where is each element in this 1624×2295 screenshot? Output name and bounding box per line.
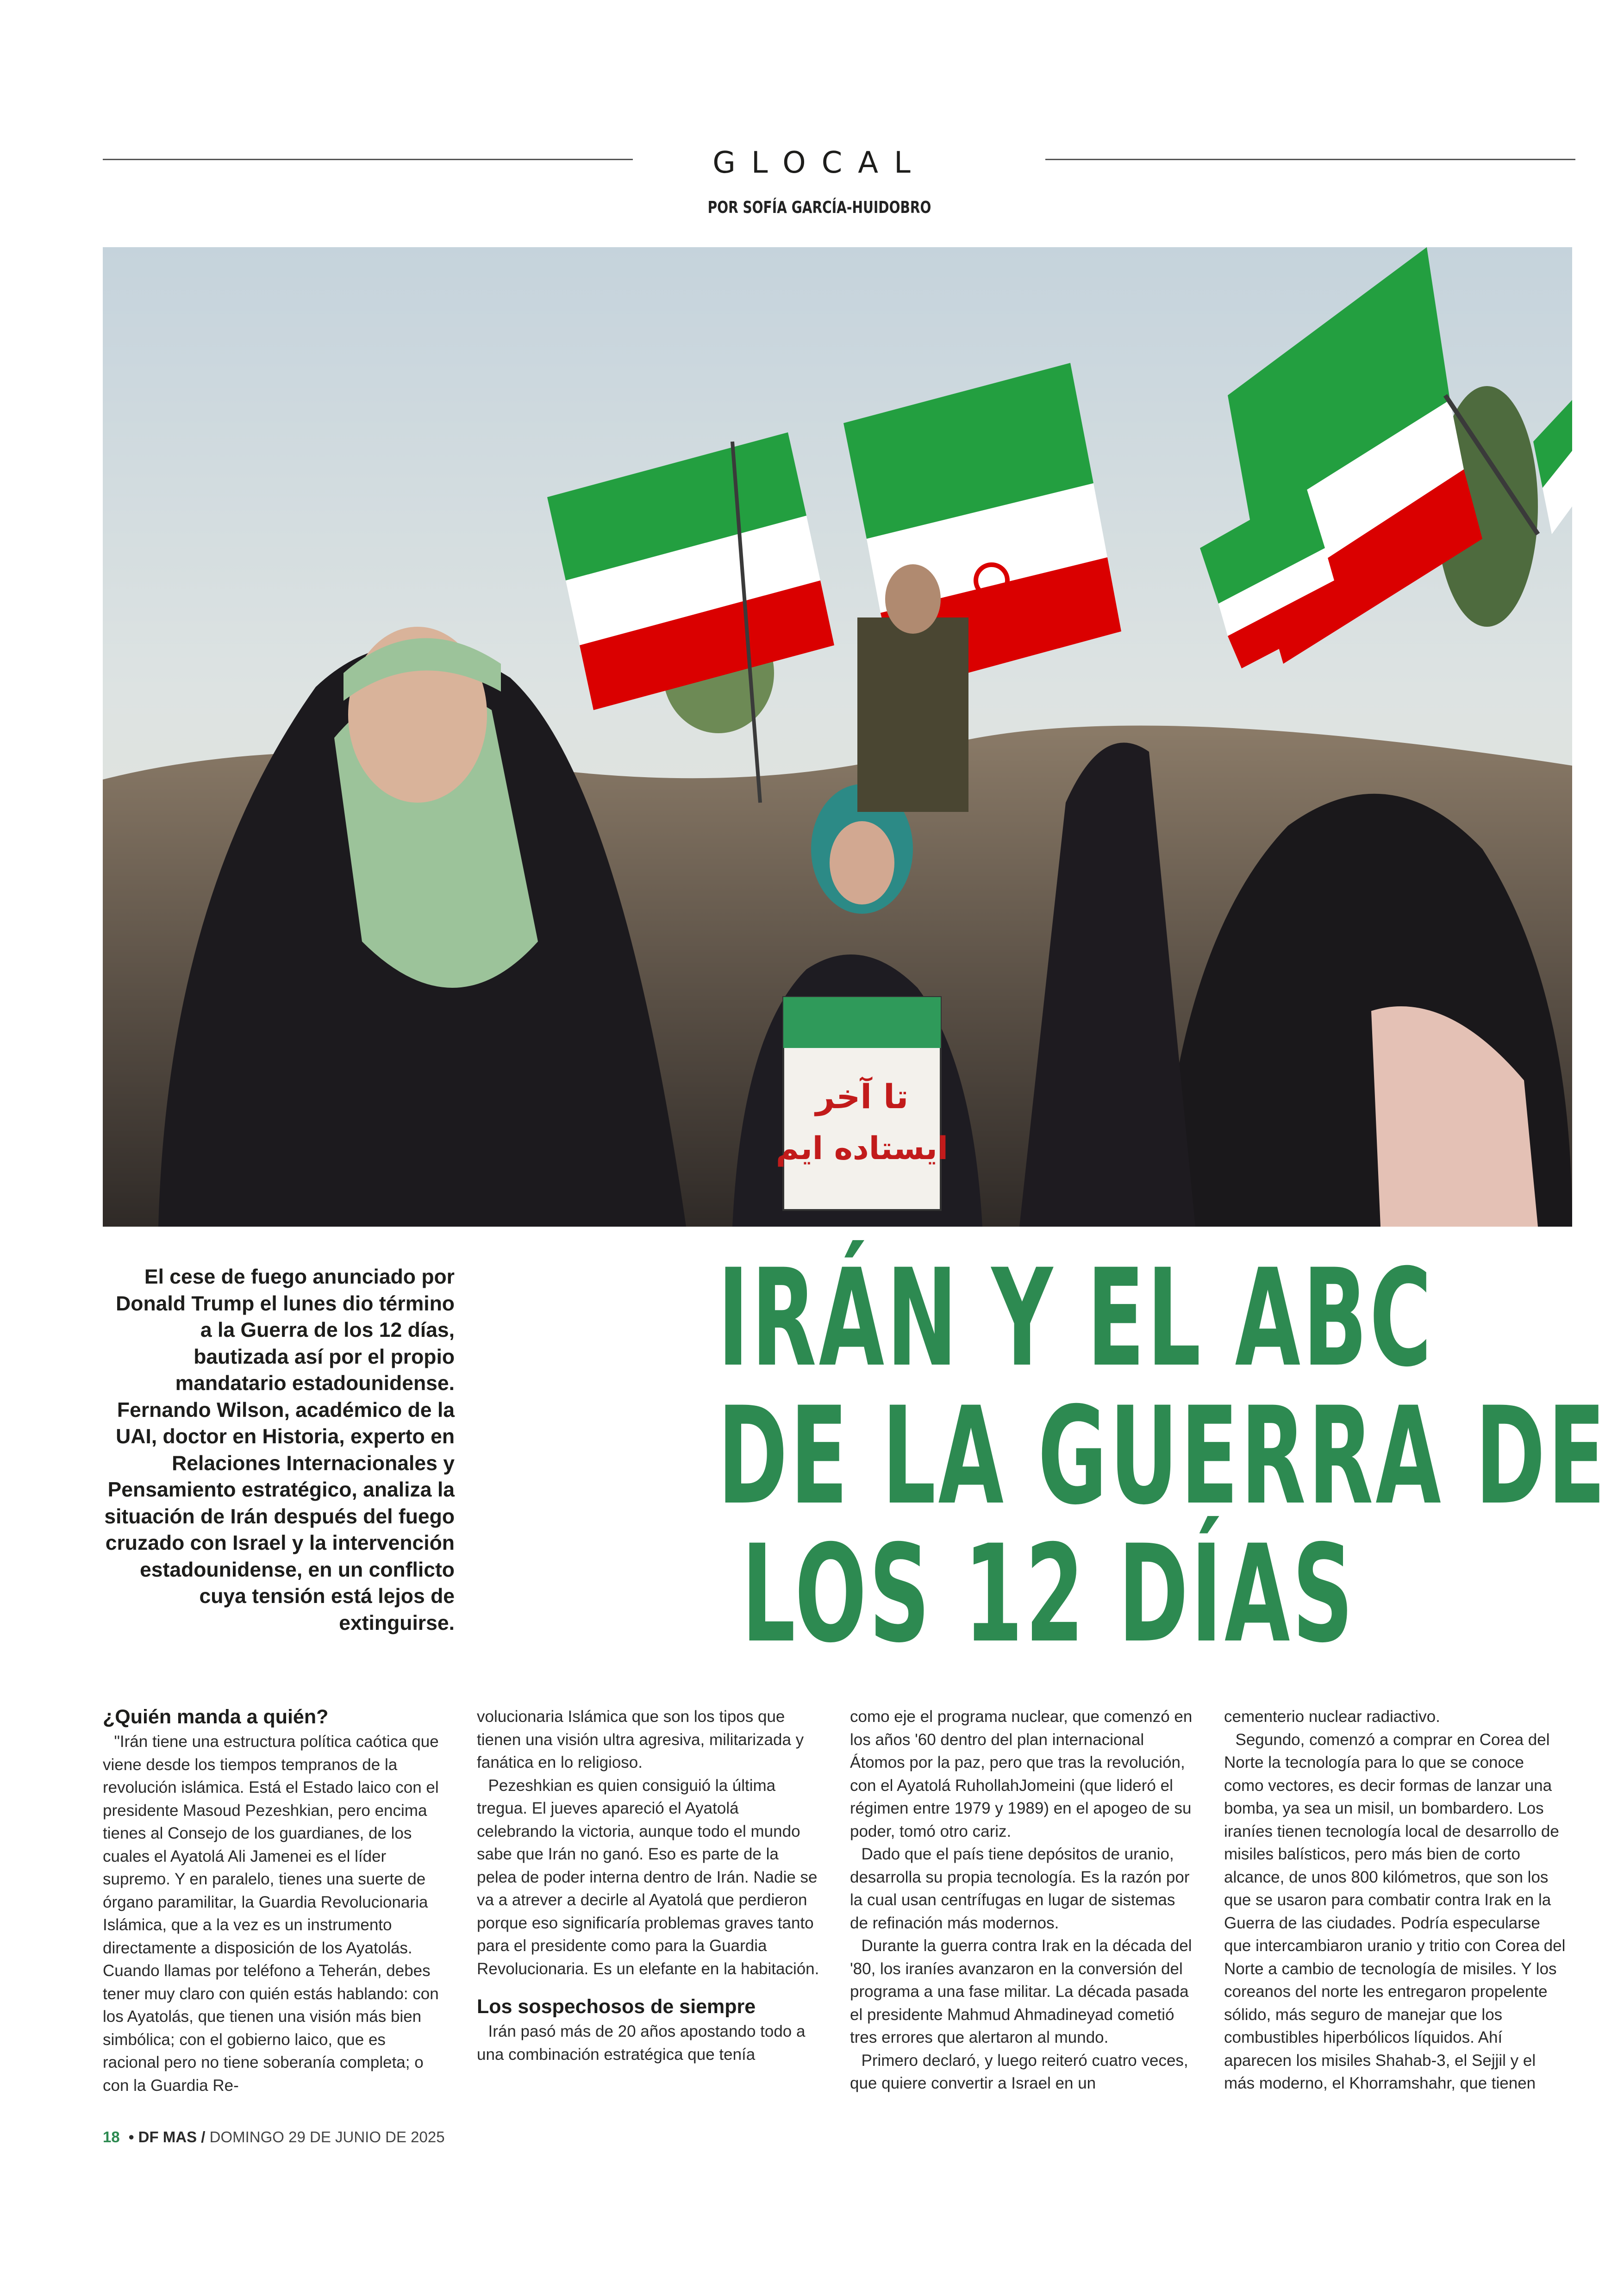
paragraph: Dado que el país tiene depósitos de uranio, desarrolla su propia tecnología. Es la razón por la cual usan centrífugas en lugar de sistemas de refinación más modernos. [850, 1845, 1190, 1932]
paragraph: Irán pasó más de 20 años apostando todo a una combinación estratégica que tenía [477, 2022, 806, 2064]
paragraph: Segundo, comenzó a comprar en Corea del Norte la tecnología para lo que se conoce como vectores, es decir formas de lanzar una bomba, ya sea un misil, un bombardero. Los iraníes tienen tecnología local de desarrollo de misiles balísticos, pero más bien de corto alcance, de unos 800 kilómetros, que son los que se usaron para combatir contra Irak en la Guerra de las ciudades. Podría especularse que intercambiaron uranio y tritio con Corea del Norte a cambio de tecnología de misiles. Y los coreanos del norte les entregaron propelente sólido, más seguro de manejar que los combustibles hiperbólicos líquidos. Ahí aparecen los misiles Shahab-3, el Sejjil y el más moderno, el Khorramshahr, que tienen [1224, 1730, 1566, 2092]
byline: POR SOFÍA GARCÍA-HUIDOBRO [707, 198, 931, 217]
publication-name: • DF MAS / [128, 2128, 206, 2145]
subhead: Los sospechosos de siempre [477, 1996, 756, 2018]
standfirst: El cese de fuego anunciado por Donald Trump el lunes dio término a la Guerra de los 12 días, bautizada así por el propio mandatario estadounidense. Fernando Wilson, académico de la UAI, doctor en Historia, experto en Relaciones Internacionales y Pensamiento estratégico, analiza la situación de Irán después del fuego cruzado con Israel y la intervención estadounidense, en un conflicto cuya tensión está lejos de extinguirse. [104, 1266, 455, 1634]
body-column-1 [103, 1703, 445, 2097]
body-column-4 [1224, 1703, 1567, 2095]
paragraph: volucionaria Islámica que son los tipos que tienen una visión ultra agresiva, militarizada y fanática en lo religioso. [477, 1708, 804, 1771]
headline-line-1: IRÁN Y EL ABC [717, 1241, 1434, 1397]
publication-date: DOMINGO 29 DE JUNIO DE 2025 [209, 2128, 445, 2145]
paragraph: como eje el programa nuclear, que comenzó en los años '60 dentro del plan internacional Átomos por la paz, pero que tras la revolución, con el Ayatolá RuhollahJomeini (que lideró el régimen entre 1979 y 1989) en el apogeo de su poder, tomó otro cariz. [850, 1708, 1193, 1840]
headline-line-3: LOS 12 DÍAS [741, 1516, 1356, 1672]
page-number: 18 [103, 2128, 120, 2145]
headline [717, 1241, 1608, 1672]
paragraph: cementerio nuclear radiactivo. [1224, 1708, 1440, 1726]
paragraph: Primero declaró, y luego reiteró cuatro veces, que quiere convertir a Israel en un [850, 2051, 1188, 2092]
section-title: GLOCAL [712, 146, 926, 180]
lead-photo [103, 247, 1572, 1227]
header-rule-left [103, 159, 633, 160]
sign-text-1: تا آخر [815, 1077, 909, 1116]
headline-line-2: DE LA GUERRA DE [717, 1378, 1608, 1534]
body-column-3 [850, 1703, 1193, 2095]
page-footer [103, 2128, 445, 2146]
paragraph: Pezeshkian es quien consiguió la última tregua. El jueves apareció el Ayatolá celebrando la victoria, aunque todo el mundo sabe que Irán no ganó. Eso es parte de la pelea de poder interna dentro de Irán. Nadie se va a atrever a decirle al Ayatolá que perdieron porque eso significaría problemas graves tanto para el presidente como para la Guardia Revolucionaria. Es un elefante en la habitación. [477, 1776, 819, 1978]
subhead: ¿Quién manda a quién? [103, 1706, 329, 1728]
sign-text-2: ایستاده ایم [775, 1130, 949, 1167]
header-rule-right [1045, 159, 1575, 160]
paragraph: Durante la guerra contra Irak en la década del '80, los iraníes avanzaron en la conversión del programa a una fase militar. La década pasada el presidente Mahmud Ahmadineyad cometió tres errores que alertaron al mundo. [850, 1937, 1192, 2046]
body-column-2 [477, 1703, 819, 2066]
paragraph: "Irán tiene una estructura política caótica que viene desde los tiempos tempranos de la revolución islámica. Está el Estado laico con el presidente Masoud Pezeshkian, pero encima tienes al Consejo de los guardianes, de los cuales el Ayatolá Ali Jamenei es el líder supremo. Y en paralelo, tienes una suerte de órgano paramilitar, la Guardia Revolucionaria Islámica, que a la vez es un instrumento directamente a disposición de los Ayatolás. Cuando llamas por teléfono a Teherán, debes tener muy claro con quién estás hablando: con los Ayatolás, que tienen una visión más bien simbólica; con el gobierno laico, que es racional pero no tiene soberanía completa; o con la Guardia Re- [103, 1733, 439, 2095]
